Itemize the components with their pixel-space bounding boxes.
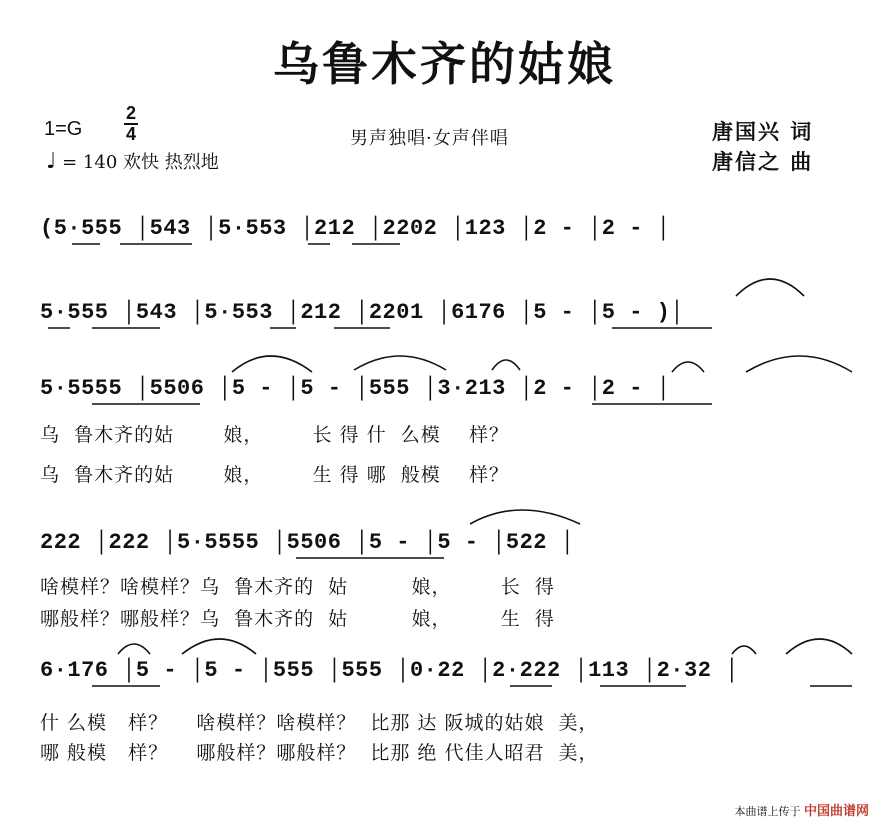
quarter-note-icon: ♩ <box>46 149 57 174</box>
lyric-line-3b: 乌 鲁木齐的姑 娘， 生 得 哪 般模 样？ <box>40 464 509 486</box>
composer-credit: 唐信之 曲 <box>712 150 814 174</box>
key-signature: 1=G <box>44 118 83 140</box>
time-signature: 2 4 <box>125 103 136 144</box>
site-brand[interactable]: 中国曲谱网 <box>803 804 869 819</box>
tempo-marking: ♩ = 140 欢快 热烈地 <box>46 149 219 174</box>
staff-line-5: 6·176 │5 - │5 - │555 │555 │0·22 │2·222 │113 │2·32 │ <box>40 658 739 683</box>
staff-line-3: 5·5555 │5506 │5 - │5 - │555 │3·213 │2 - │2 - │ <box>40 376 671 401</box>
staff-line-2: 5·555 │543 │5·553 │212 │2201 │6176 │5 - │5 - )│ <box>40 300 685 325</box>
lyric-line-4b: 哪般样？哪般样？乌 鲁木齐的 姑 娘， 生 得 <box>40 608 555 630</box>
performance-note: 男声独唱·女声伴唱 <box>350 128 509 149</box>
staff-line-4: 222 │222 │5·5555 │5506 │5 - │5 - │522 │ <box>40 530 575 555</box>
song-title: 乌鲁木齐的姑娘 <box>273 37 616 91</box>
footer-credit: 本曲谱上传于 中国曲谱网 <box>734 804 869 819</box>
lyric-line-5b: 哪 般模 样？ 哪般样？哪般样？ 比那 绝 代佳人昭君 美， <box>40 742 599 764</box>
lyric-line-3a: 乌 鲁木齐的姑 娘， 长 得 什 么模 样？ <box>40 424 509 446</box>
lyric-line-4a: 啥模样？啥模样？乌 鲁木齐的 姑 娘， 长 得 <box>40 576 555 598</box>
lyricist-credit: 唐国兴 词 <box>712 120 814 144</box>
lyric-line-5a: 什 么模 样？ 啥模样？啥模样？ 比那 达 阪城的姑娘 美， <box>40 712 599 734</box>
staff-line-1: (5·555 │543 │5·553 │212 │2202 │123 │2 - │2 - │ <box>40 216 671 241</box>
